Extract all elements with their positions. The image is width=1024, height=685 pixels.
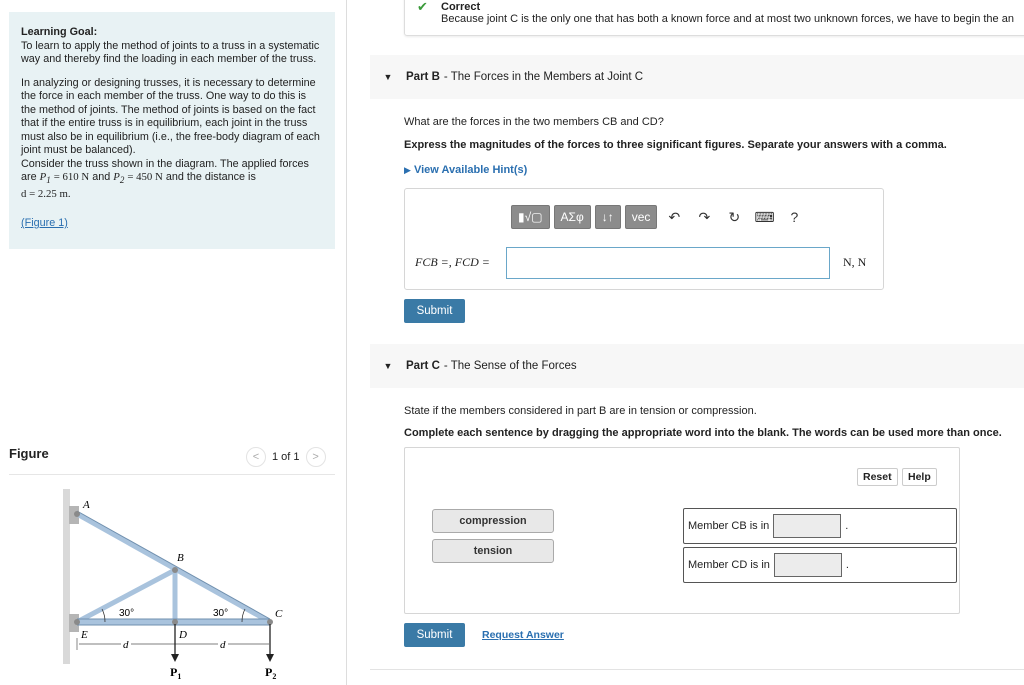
sentence-cb-text: Member CB is in bbox=[688, 520, 770, 532]
units-label: N, N bbox=[843, 255, 867, 269]
figure-label: Figure bbox=[9, 446, 49, 461]
request-answer-link[interactable]: Request Answer bbox=[482, 629, 564, 641]
sentence-cd-text: Member CD is in bbox=[688, 559, 770, 571]
part-b-instruction: Express the magnitudes of the forces to three significant figures. Separate your answers with a comma. bbox=[404, 139, 947, 151]
learning-goal-panel bbox=[9, 12, 335, 249]
reset-button[interactable]: Reset bbox=[857, 468, 898, 486]
part-c-title: - The Sense of the Forces bbox=[443, 360, 577, 372]
figure-link[interactable]: (Figure 1) bbox=[21, 217, 68, 230]
node-label-d: D bbox=[179, 629, 187, 641]
check-icon: ✔ bbox=[417, 0, 428, 14]
collapse-triangle-icon[interactable]: ▼ bbox=[383, 361, 393, 371]
view-hints-link[interactable]: ▶ View Available Hint(s) bbox=[404, 164, 528, 176]
sentence-cb-period: . bbox=[845, 520, 849, 532]
and-text: and bbox=[92, 171, 111, 183]
part-b-question: What are the forces in the two members CB and CD? bbox=[404, 116, 664, 128]
sentence-cd bbox=[683, 547, 957, 583]
feedback-status: Correct bbox=[441, 1, 481, 13]
load-label-p1: $P_1$ bbox=[170, 665, 182, 681]
d-value: d = 2.25 m. bbox=[21, 187, 71, 200]
part-c-instruction: Complete each sentence by dragging the appropriate word into the blank. The words can be used more than once. bbox=[404, 427, 1002, 439]
vec-button[interactable]: vec bbox=[625, 205, 658, 229]
collapse-triangle-icon[interactable]: ▼ bbox=[383, 72, 393, 82]
next-figure-button[interactable] bbox=[306, 447, 326, 467]
arrows-button[interactable]: ↓↑ bbox=[595, 205, 621, 229]
redo-icon[interactable]: ↷ bbox=[698, 208, 711, 225]
drop-blank-cd[interactable] bbox=[774, 553, 842, 577]
dimension-label-2: d bbox=[220, 639, 226, 651]
feedback-box bbox=[404, 0, 1024, 36]
bottom-divider bbox=[370, 669, 1024, 670]
drag-drop-area bbox=[404, 447, 960, 614]
dimension-label-1: d bbox=[123, 639, 129, 651]
learning-goal-heading: Learning Goal: bbox=[21, 26, 98, 38]
drop-blank-cb[interactable] bbox=[773, 514, 841, 538]
part-c-submit-button[interactable]: Submit bbox=[404, 623, 465, 647]
column-divider bbox=[346, 0, 347, 685]
node-label-a: A bbox=[83, 499, 90, 511]
undo-icon[interactable]: ↶ bbox=[668, 208, 681, 225]
part-c-question: State if the members considered in part B are in tension or compression. bbox=[404, 405, 757, 417]
math-toolbar bbox=[511, 205, 807, 229]
chevron-right-icon: > bbox=[312, 451, 319, 463]
p2-symbol: $P_2$ bbox=[113, 171, 125, 186]
truss-diagram bbox=[55, 484, 295, 684]
figure-pager bbox=[246, 447, 326, 467]
part-c-header[interactable] bbox=[370, 344, 1024, 388]
part-c-label: Part C bbox=[406, 360, 440, 372]
word-tile-compression[interactable]: compression bbox=[432, 509, 554, 533]
node-label-e: E bbox=[81, 629, 88, 641]
part-b-submit-button[interactable]: Submit bbox=[404, 299, 465, 323]
part-b-header[interactable] bbox=[370, 55, 1024, 99]
answer-label: FCB =, FCD = bbox=[415, 255, 490, 269]
p1-value: = 610 N bbox=[53, 171, 90, 183]
templates-button[interactable]: ▮√▢ bbox=[511, 205, 550, 229]
wall-support bbox=[63, 489, 70, 664]
help-button[interactable]: Help bbox=[902, 468, 937, 486]
learning-goal-text: To learn to apply the method of joints to a truss in a systematic way and thereby find the loading in each member of the truss. bbox=[21, 39, 320, 65]
part-b-label: Part B bbox=[406, 71, 440, 83]
feedback-message: Because joint C is the only one that has both a known force and at most two unknown forces, we have to begin the an bbox=[441, 13, 1014, 25]
word-tile-tension[interactable]: tension bbox=[432, 539, 554, 563]
chevron-left-icon: < bbox=[252, 451, 260, 463]
symbols-button[interactable]: ΑΣφ bbox=[554, 205, 591, 229]
part-b-title: - The Forces in the Members at Joint C bbox=[443, 71, 644, 83]
keyboard-icon[interactable]: ⌨ bbox=[754, 208, 775, 225]
figure-divider bbox=[9, 474, 335, 475]
answer-box bbox=[404, 188, 884, 290]
prev-figure-button[interactable] bbox=[246, 447, 266, 467]
angle-label-left: 30° bbox=[119, 608, 135, 619]
distance-text: and the distance is bbox=[165, 171, 256, 183]
reset-icon[interactable]: ↻ bbox=[728, 208, 741, 225]
help-icon[interactable]: ? bbox=[790, 209, 799, 225]
sentence-cb bbox=[683, 508, 957, 544]
node-label-c: C bbox=[275, 608, 283, 620]
angle-label-right: 30° bbox=[213, 608, 229, 619]
intro-text: In analyzing or designing trusses, it is necessary to determine the force in each member of the truss. One way to do this is the method of joints. The method of joints is based on the fact that if the entire truss is in equilibrium, each joint in the truss must also be in equilibrium (i.e., the free-body diagram of each joint must be balanced). bbox=[21, 76, 320, 156]
load-label-p2: $P_2$ bbox=[265, 665, 277, 681]
p2-value: = 450 N bbox=[127, 171, 163, 183]
answer-input[interactable] bbox=[506, 247, 830, 279]
consider-text: Consider the truss shown in the diagram. The applied forces are bbox=[21, 157, 309, 183]
sentence-cd-period: . bbox=[845, 559, 849, 571]
node-label-b: B bbox=[177, 552, 184, 564]
caret-right-icon: ▶ bbox=[404, 165, 411, 175]
p1-symbol: $P_1$ bbox=[39, 171, 51, 186]
figure-pager-text: 1 of 1 bbox=[272, 451, 300, 463]
